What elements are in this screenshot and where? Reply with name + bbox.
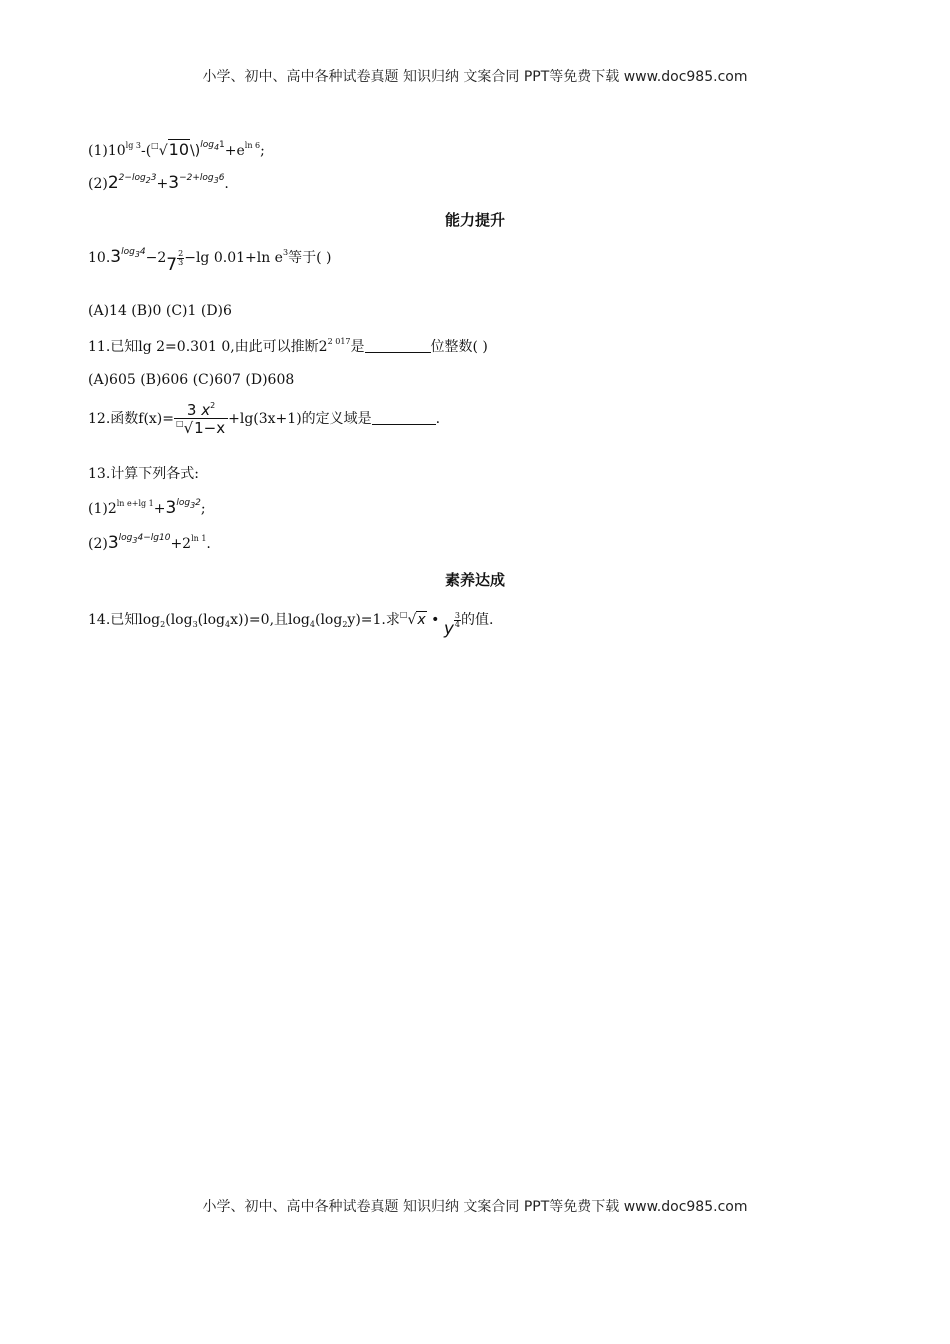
q13-p2-base: 3 bbox=[107, 533, 119, 553]
q10-exp: log34 bbox=[121, 247, 146, 259]
q14-tail: 的值. bbox=[461, 612, 494, 628]
q12-stem bbox=[88, 402, 440, 436]
q9-p2-exp2: −2+log36 bbox=[179, 173, 225, 185]
q14-sub-4: 4 bbox=[309, 620, 315, 629]
q9-p2-end: . bbox=[224, 176, 229, 192]
q14-sub-3: 4 bbox=[225, 620, 231, 629]
q11-options: (A)605 (B)606 (C)607 (D)608 bbox=[88, 372, 295, 388]
q14-text-f: y)=1.求 bbox=[347, 612, 400, 628]
q10-options: (A)14 (B)0 (C)1 (D)6 bbox=[88, 303, 232, 319]
q10-minus-2: −2 bbox=[145, 250, 167, 266]
q14-stem bbox=[88, 611, 493, 638]
q9-part2 bbox=[88, 174, 229, 192]
q13-p1-plus: + bbox=[153, 501, 166, 517]
q13-title: 13.计算下列各式: bbox=[88, 466, 199, 482]
q9-p1-exp2: log41 bbox=[200, 140, 225, 152]
q10-tail: 等于( ) bbox=[288, 250, 332, 266]
q10-rest: −lg 0.01+ln e bbox=[184, 250, 283, 266]
q13-part1 bbox=[88, 499, 206, 517]
q10-base7: 7 bbox=[166, 255, 178, 275]
q11-text-a: 11.已知lg 2=0.301 0,由此可以推断2 bbox=[88, 339, 328, 355]
section-heading-advance: 能力提升 bbox=[444, 211, 505, 229]
q10-frac-exp: $\frac{2}{3}$ bbox=[178, 249, 184, 267]
q9-part1 bbox=[88, 141, 265, 158]
q13-p2-exp: log34−lg10 bbox=[118, 533, 171, 545]
q14-sub-5: 2 bbox=[342, 620, 348, 629]
q14-text-e: (log bbox=[314, 612, 343, 628]
q13-p2-label: (2) bbox=[88, 536, 108, 552]
q14-text-b: (log bbox=[165, 612, 193, 628]
q11-exp: 2 017 bbox=[327, 337, 351, 346]
q14-sub-1: 2 bbox=[160, 620, 166, 629]
q10-label: 10. bbox=[88, 250, 111, 266]
q11-stem bbox=[88, 338, 488, 354]
page-header: 小学、初中、高中各种试卷真题 知识归纳 文案合同 PPT等免费下载 www.doc985.com bbox=[202, 69, 748, 85]
q14-text-a: 14.已知log bbox=[88, 612, 161, 628]
q14-y: y bbox=[443, 619, 454, 639]
q14-sub-2: 3 bbox=[192, 620, 198, 629]
q12-rest: +lg(3x+1)的定义域是 bbox=[228, 411, 372, 427]
q13-part2 bbox=[88, 534, 211, 552]
q10-e-exp: 3 bbox=[282, 248, 289, 257]
q11-answer-blank bbox=[365, 352, 431, 353]
q13-p2-exp2: ln 1 bbox=[191, 534, 207, 543]
section-heading-literacy: 素养达成 bbox=[444, 571, 505, 589]
q10-stem bbox=[88, 248, 331, 274]
q9-p2-base2: 3 bbox=[168, 173, 180, 193]
q11-text-b: 是 bbox=[350, 339, 365, 355]
q12-fraction: $\frac{3 x^2}{^□√1-x}$ bbox=[174, 402, 228, 436]
q14-root: □√x bbox=[399, 610, 426, 628]
q13-p2-end: . bbox=[206, 536, 211, 552]
q14-text-d: x))=0,且log bbox=[230, 612, 310, 628]
q9-p1-paren-close: \) bbox=[190, 143, 201, 159]
q12-label: 12.函数f(x)= bbox=[88, 411, 174, 427]
q9-p2-plus: + bbox=[156, 176, 169, 192]
q9-p1-exp3: ln 6 bbox=[244, 141, 261, 150]
q10-base: 3 bbox=[110, 247, 122, 267]
q14-dot: • bbox=[426, 612, 444, 628]
q13-p1-exp: ln e+lg 1 bbox=[116, 499, 154, 508]
q13-p2-plus: +2 bbox=[170, 536, 192, 552]
q12-end: . bbox=[435, 411, 441, 427]
q11-text-c: 位整数( ) bbox=[430, 339, 488, 355]
q12-answer-blank bbox=[372, 424, 436, 425]
q9-p2-label: (2) bbox=[88, 176, 108, 192]
q9-p1-end: ; bbox=[260, 143, 265, 159]
q14-text-c: (log bbox=[197, 612, 226, 628]
q13-p1-label: (1)2 bbox=[88, 501, 117, 517]
q9-p2-base1: 2 bbox=[107, 173, 119, 193]
q9-p1-label: (1)10 bbox=[88, 143, 126, 159]
q13-p1-base: 3 bbox=[165, 498, 177, 518]
q9-p2-exp1: 2−log23 bbox=[118, 173, 157, 185]
q14-frac-exp: $\frac{3}{4}$ bbox=[454, 611, 460, 629]
page-footer: 小学、初中、高中各种试卷真题 知识归纳 文案合同 PPT等免费下载 www.doc985.com bbox=[202, 1199, 748, 1215]
q13-p1-end: ; bbox=[200, 501, 206, 517]
q9-p1-exp1: lg 3 bbox=[125, 141, 141, 150]
q9-p1-minus: -( bbox=[140, 143, 152, 159]
q13-p1-exp2: log32 bbox=[176, 498, 201, 510]
q9-p1-plus-e: +e bbox=[224, 143, 245, 159]
q9-p1-root: □√10 bbox=[151, 140, 190, 159]
